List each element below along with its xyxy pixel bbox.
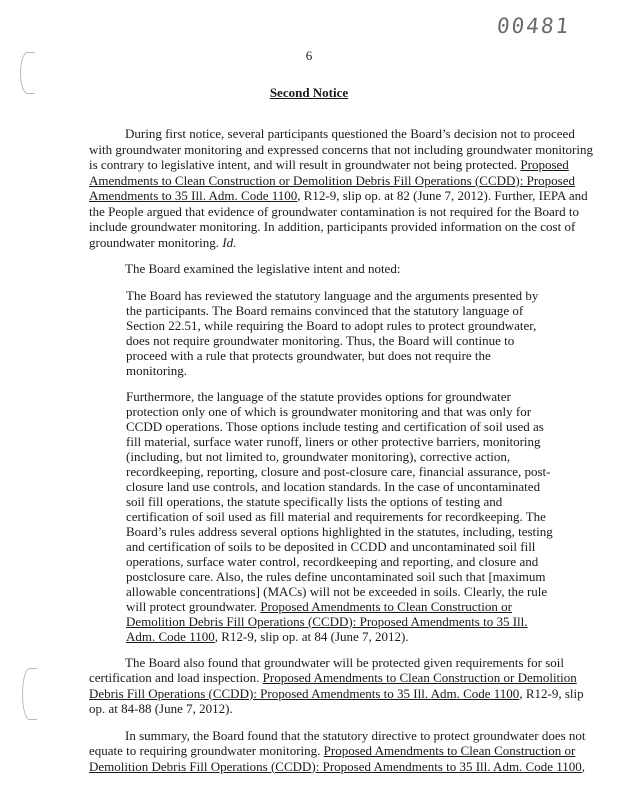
text-line (126, 363, 569, 378)
body-text: the People argued that evidence of groundwater contamination is not required for the Board to (89, 203, 579, 219)
text-line (89, 235, 569, 251)
text-line (126, 629, 569, 644)
citation-text: Proposed Amendments to Clean Construction or Demolition (262, 670, 577, 685)
text-line (89, 685, 584, 702)
body-text: , (581, 758, 586, 774)
paragraph-board-examined (89, 261, 569, 277)
body-text: Furthermore, the language of the statute provides options for groundwater (126, 388, 511, 404)
citation-text: Debris Fill Operations (CCDD): Proposed Amendments to 35 Ill. Adm. Code 1100 (89, 685, 520, 701)
text-line (89, 219, 576, 235)
text-line (126, 434, 569, 449)
text-line (126, 464, 569, 479)
body-text: , R12-9, slip op. at 84 (June 7, 2012). (214, 628, 409, 644)
text-line (89, 743, 576, 759)
body-text: Id. (222, 234, 237, 250)
body-text: recordkeeping, reporting, closure and post-closure care, financial assurance, post- (126, 463, 551, 479)
citation-text: Proposed (520, 157, 569, 172)
body-text: the participants. The Board remains convinced that the statutory language of (126, 302, 524, 318)
citation-text: Demolition Debris Fill Operations (CCDD): Proposed Amendments to 35 Ill. (126, 613, 528, 629)
body-text: soil fill operations, the statute specifically lists the options of testing and (126, 493, 503, 509)
scan-hole-mark (22, 668, 37, 720)
text-line (126, 599, 569, 614)
text-line (89, 126, 575, 142)
paragraph-board-also-found (89, 654, 584, 717)
citation-text: Amendments to Clean Construction or Demolition Debris Fill Operations (CCDD): Proposed (89, 172, 576, 188)
text-line (126, 333, 569, 348)
citation-text: Amendments to 35 Ill. Adm. Code 1100 (89, 188, 298, 203)
body-text: is contrary to legislative intent, and will result in groundwater not being protected. (89, 157, 521, 172)
body-text: groundwater monitoring. (89, 234, 223, 250)
body-text: , R12-9, slip op. at 82 (June 7, 2012). Further, IEPA and (297, 188, 588, 203)
body-text: monitoring. (126, 362, 188, 378)
body-text: The Board examined the legislative intent and noted: (125, 261, 401, 276)
body-text: certification and load inspection. (89, 670, 263, 685)
text-line (89, 188, 588, 204)
text-line (126, 539, 569, 554)
text-line (89, 727, 586, 744)
body-text: include groundwater monitoring. In addition, participants provided information on the cost of (89, 219, 576, 234)
body-text: equate to requiring groundwater monitoring. (89, 743, 324, 758)
text-line (126, 419, 569, 434)
body-text: The Board has reviewed the statutory language and the arguments presented by (126, 287, 539, 303)
text-line (126, 479, 569, 494)
body-text: (including, but not limited to, groundwater monitoring), corrective action, (126, 448, 511, 464)
text-line (126, 524, 569, 539)
body-text: During first notice, several participants questioned the Board’s decision not to proceed (125, 126, 575, 141)
text-line (126, 404, 569, 419)
citation-text: Proposed Amendments to Clean Construction or (260, 598, 512, 614)
text-line (126, 348, 569, 363)
text-line (126, 288, 569, 303)
text-line (126, 318, 569, 333)
body-text: closure land use controls, and location standards. In the case of uncontaminated (126, 478, 541, 494)
body-text: and certification of soils to be deposited in CCDD and uncontaminated soil fill (126, 538, 536, 554)
document-stamp-number: 00481 (495, 14, 572, 38)
body-text: protection only one of which is groundwater monitoring and that was only for (126, 403, 532, 419)
body-text: does not require groundwater monitoring. Thus, the Board will continue to (126, 332, 515, 348)
section-heading: Second Notice (269, 85, 349, 100)
paragraph-first-notice (89, 126, 593, 250)
body-text-column (89, 126, 593, 785)
text-line (89, 655, 569, 671)
text-line (89, 141, 593, 158)
body-text: The Board also found that groundwater will be protected given requirements for soil (125, 654, 564, 670)
text-line (126, 509, 569, 524)
text-line (89, 701, 569, 717)
body-text: op. at 84-88 (June 7, 2012). (89, 701, 233, 716)
citation-text: Proposed Amendments to Clean Construction or (323, 743, 576, 758)
body-text: , R12-9, slip (519, 685, 584, 701)
body-text: Board’s rules address several options highlighted in the statutes, including, testing (126, 523, 553, 539)
text-line (126, 614, 569, 629)
body-text: CCDD operations. Those options include testing and certification of soil used as (126, 418, 544, 434)
body-text: will protect groundwater. (126, 598, 261, 614)
text-line (89, 758, 586, 775)
body-text: In summary, the Board found that the statutory directive to protect groundwater does not (125, 727, 586, 743)
text-line (126, 554, 569, 569)
body-text: with groundwater monitoring and expressed concerns that not including groundwater monitoring (89, 141, 593, 157)
text-line (126, 569, 569, 584)
body-text: operations, surface water control, recordkeeping and reporting, and closure and (126, 553, 539, 569)
body-text: proceed with a rule that protects groundwater, but does not require the (126, 347, 491, 363)
body-text: allowable concentrations] (MACs) will not be exceeded in soils. Clearly, the rule (126, 583, 548, 599)
text-line (126, 303, 569, 318)
text-line (89, 203, 579, 220)
body-text: fill material, surface water runoff, liners or other protective barriers, monitoring (126, 433, 541, 449)
citation-text: Adm. Code 1100 (126, 628, 215, 644)
paragraph-summary (89, 727, 586, 775)
text-line (89, 261, 569, 277)
text-line (126, 494, 569, 509)
text-line (89, 172, 576, 189)
block-quote-statutory-language (126, 288, 569, 378)
body-text: certification of soil used as fill material and requirements for recordkeeping. The (126, 508, 546, 524)
page-number: 6 (305, 48, 313, 63)
text-line (126, 389, 569, 404)
text-line (126, 449, 569, 464)
text-line (89, 157, 569, 173)
citation-text: Demolition Debris Fill Operations (CCDD): Proposed Amendments to 35 Ill. Adm. Code 1100 (89, 758, 582, 774)
text-line (126, 584, 569, 599)
text-line (89, 670, 577, 686)
body-text: postclosure care. Also, the rules define uncontaminated soil such that [maximum (126, 568, 546, 584)
block-quote-options (126, 389, 569, 644)
body-text: Section 22.51, while requiring the Board to adopt rules to protect groundwater, (126, 317, 537, 333)
